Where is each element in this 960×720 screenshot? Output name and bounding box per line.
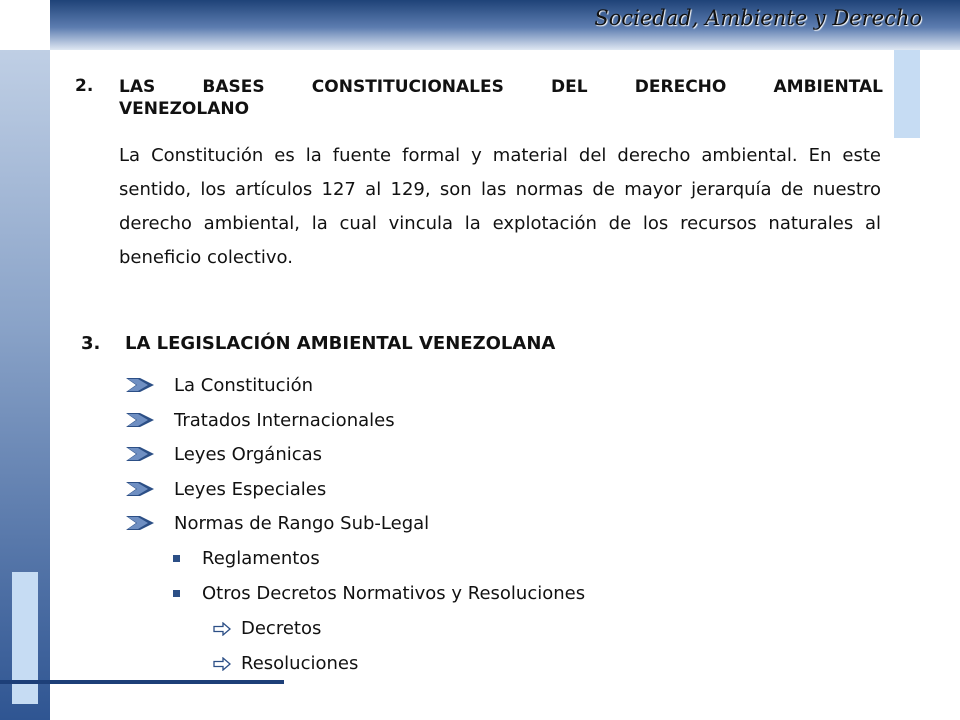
list-item (170, 546, 585, 581)
list-item (213, 616, 358, 651)
list-item (120, 510, 429, 545)
section-2-heading (75, 76, 883, 120)
section-3-heading-text: LA LEGISLACIÓN AMBIENTAL VENEZOLANA (125, 333, 556, 354)
square-bullet-icon (173, 590, 180, 597)
section-2-heading-line2: VENEZOLANO (119, 99, 250, 119)
chevron-bullet-icon (126, 447, 154, 461)
list-item-label: Leyes Orgánicas (174, 444, 323, 466)
list-item-label: Tratados Internacionales (174, 409, 395, 431)
square-bullet-icon (173, 555, 180, 562)
list-item-label: Otros Decretos Normativos y Resoluciones (202, 582, 586, 604)
chevron-bullet-icon (126, 413, 154, 427)
top-left-panel (0, 0, 50, 50)
list-item (170, 581, 585, 616)
left-accent-bar (12, 572, 38, 704)
sub-legal-list (170, 546, 585, 615)
list-item (213, 651, 358, 686)
section-2-paragraph: La Constitución es la fuente formal y material del derecho ambiental. En este sentido, los artículos 127 al 129, son las normas de mayor jerarquía de nuestro derecho ambiental, la cual vincula la explotación de los recursos naturales al beneficio colectivo. (119, 145, 881, 268)
list-item-label: Normas de Rango Sub-Legal (174, 513, 430, 535)
section-2-number: 2. (75, 76, 94, 96)
list-item-label: Resoluciones (241, 652, 359, 674)
list-item (120, 407, 429, 442)
decree-list (213, 616, 358, 685)
chevron-bullet-icon (126, 516, 154, 530)
list-item-label: Reglamentos (202, 548, 320, 569)
list-item (120, 372, 429, 407)
chevron-bullet-icon (126, 378, 154, 392)
section-3-heading (81, 333, 555, 354)
list-item (120, 441, 429, 476)
right-accent-bar (894, 50, 920, 138)
legislation-list (120, 372, 429, 545)
chevron-bullet-icon (126, 482, 154, 496)
list-item-label: Leyes Especiales (174, 478, 327, 500)
list-item-label: La Constitución (174, 375, 313, 396)
hollow-arrow-icon (213, 657, 231, 671)
section-3-number: 3. (81, 333, 101, 354)
list-item-label: Decretos (241, 618, 322, 639)
header-title: Sociedad, Ambiente y Derecho (594, 6, 922, 30)
hollow-arrow-icon (213, 622, 231, 636)
section-2-heading-line1: LAS BASES CONSTITUCIONALES DEL DERECHO AMBIENTAL (119, 77, 883, 97)
list-item (120, 476, 429, 511)
